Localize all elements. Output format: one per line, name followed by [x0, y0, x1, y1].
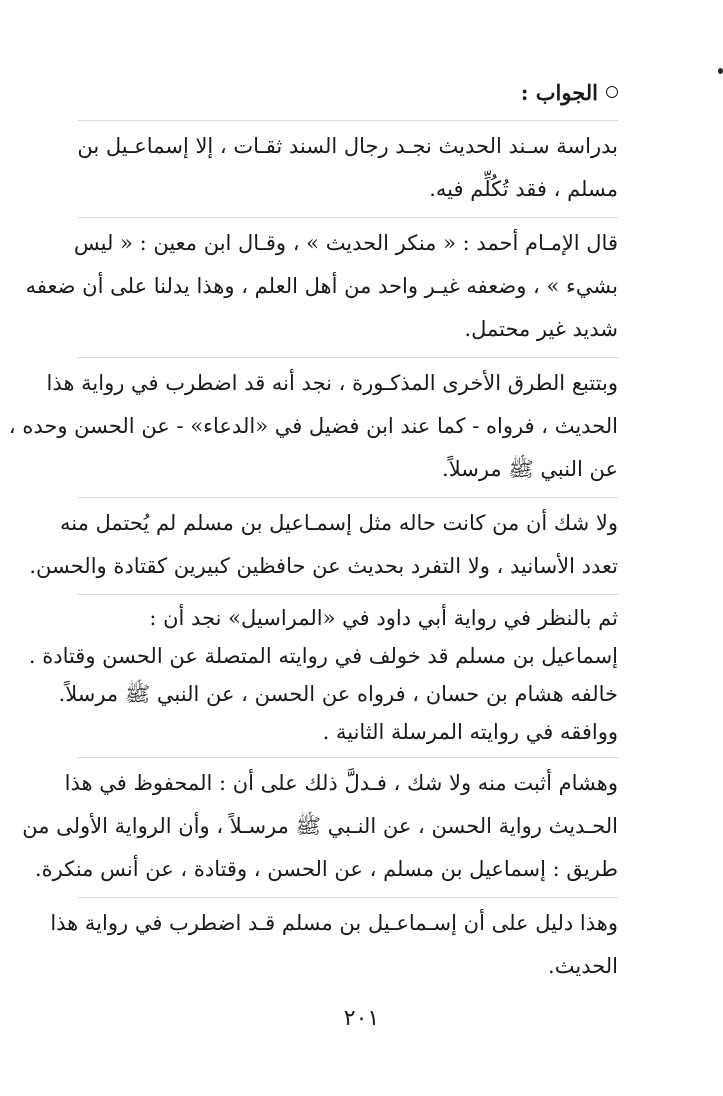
text-line: الحديث ، فرواه - كما عند ابن فضيل في «الدعاء» - عن الحسن وحده ،: [8, 414, 618, 438]
text-block: [8, 70, 618, 988]
paragraph: [50, 902, 618, 988]
paragraph: [22, 762, 618, 891]
margin-mark: [718, 68, 723, 74]
separator: [78, 757, 618, 758]
paragraph: [29, 502, 618, 588]
separator: [78, 357, 618, 358]
text-line: وهشام أثبت منه ولا شك ، فـدلَّ ذلك على أن : المحفوظ في هذا: [64, 771, 618, 795]
text-line: خالفه هشام بن حسان ، فرواه عن الحسن ، عن النبي ﷺ مرسلاً.: [58, 682, 618, 706]
paragraph: [78, 125, 618, 211]
text-line: قال الإمـام أحمد : « منكر الحديث » ، وقـال ابن معين : « ليس: [73, 231, 618, 255]
text-line: مسلم ، فقد تُكُلِّم فيه.: [429, 177, 618, 201]
separator: [78, 120, 618, 121]
text-line: ووافقه في روايته المرسلة الثانية .: [322, 720, 618, 744]
text-line: طريق : إسماعيل بن مسلم ، عن الحسن ، وقتادة ، عن أنس منكرة.: [34, 857, 618, 881]
answer-heading: [78, 70, 618, 114]
text-line: الحديث.: [548, 954, 618, 978]
paragraph: [8, 362, 618, 491]
separator: [78, 594, 618, 595]
separator: [78, 497, 618, 498]
text-line: تعدد الأسانيد ، ولا التفرد بحديث عن حافظين كبيرين كقتادة والحسن.: [29, 554, 618, 578]
text-line: ثم بالنظر في رواية أبي داود في «المراسيل» نجد أن :: [149, 606, 618, 630]
text-line: ولا شك أن من كانت حاله مثل إسمـاعيل بن مسلم لم يُحتمل منه: [59, 511, 618, 535]
text-line: إسماعيل بن مسلم قد خولف في روايته المتصلة عن الحسن وقتادة .: [28, 644, 618, 668]
heading-text: الجواب :: [520, 79, 598, 105]
text-line: بدراسة سـند الحديث نجـد رجال السند ثقـات ، إلا إسماعـيل بن: [77, 134, 618, 158]
text-line: شديد غير محتمل.: [464, 317, 618, 341]
paragraph: [25, 222, 618, 351]
text-line: بشيء » ، وضعفه غيـر واحد من أهل العلم ، وهذا يدلنا على أن ضعفه: [25, 274, 618, 298]
paragraphs: [8, 125, 618, 988]
circle-bullet-icon: [606, 86, 618, 98]
separator: [78, 217, 618, 218]
text-line: الحـديث رواية الحسن ، عن النـبي ﷺ مرسـلاً ، وأن الرواية الأولى من: [22, 814, 618, 838]
text-line: وبتتبع الطرق الأخرى المذكـورة ، نجد أنه قد اضطرب في رواية هذا: [46, 371, 618, 395]
page-number: ٢٠١: [343, 1006, 380, 1031]
paragraph: [28, 599, 618, 751]
text-line: عن النبي ﷺ مرسلاً.: [442, 457, 618, 481]
separator: [78, 897, 618, 898]
text-line: وهذا دليل على أن إسـماعـيل بن مسلم قـد اضطرب في رواية هذا: [50, 911, 618, 935]
